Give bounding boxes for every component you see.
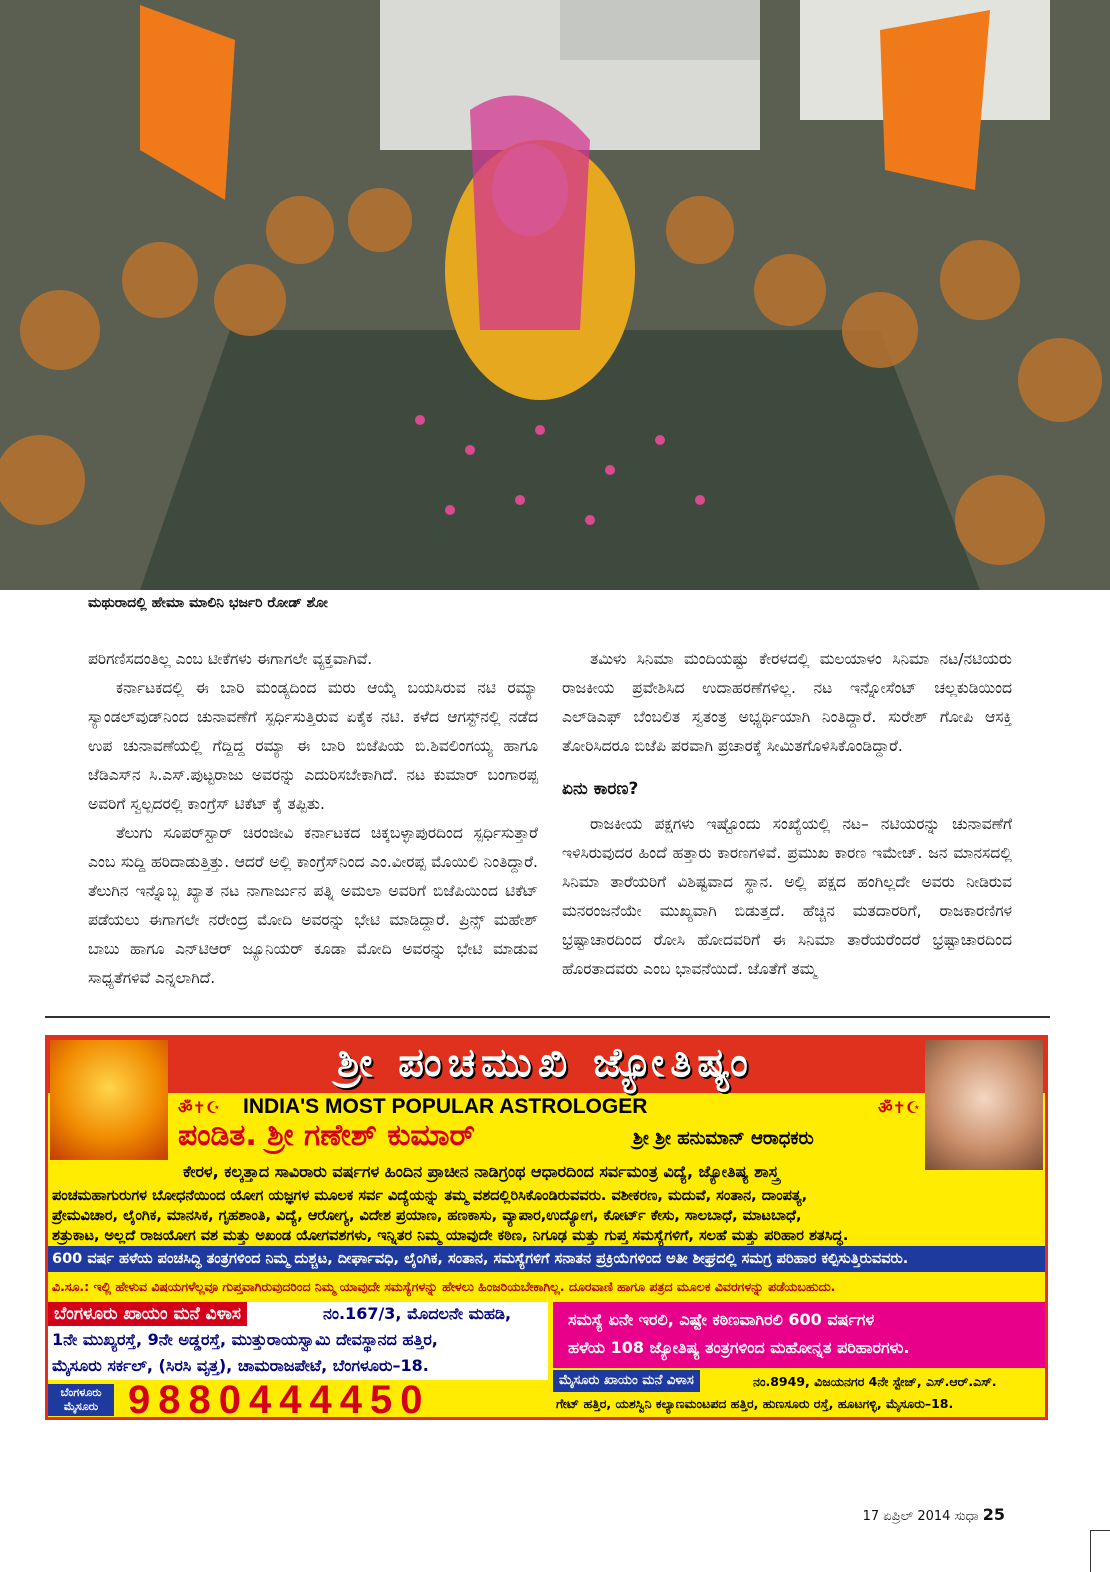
paragraph: ಪರಿಗಣಿಸದಂತಿಲ್ಲ ಎಂಬ ಟೀಕೆಗಳು ಈಗಾಗಲೇ ವ್ಯಕ್ತವಾಗಿವೆ.: [88, 650, 373, 668]
astrologer-advertisement: [45, 1035, 1048, 1420]
city-label: [48, 1384, 114, 1416]
ad-magenta-line: ಸಮಸ್ಯೆ ಏನೇ ಇರಲಿ, ಎಷ್ಟೇ ಕಠಿಣವಾಗಿರಲಿ 600 ವರ್ಷಗಳ: [568, 1310, 875, 1329]
ad-text-line: ಕೇರಳ, ಕಲ್ಕತ್ತಾದ ಸಾವಿರಾರು ವರ್ಷಗಳ ಹಿಂದಿನ ಪ್ರಾಚೀನ ನಾಡಿಗ್ರಂಥ ಆಧಾರದಿಂದ ಸರ್ವಮಂತ್ರ ವಿದ್ಯೆ, ಜ್ಯೋತಿಷ್ಯ ಶಾಸ್ತ್ರ: [183, 1162, 779, 1181]
ad-note: ವಿ.ಸೂ.: ಇಲ್ಲಿ ಹೇಳುವ ವಿಷಯಗಳೆಲ್ಲವೂ ಗುಪ್ತವಾಗಿರುವುದರಿಂದ ನಿಮ್ಮ ಯಾವುದೇ ಸಮಸ್ಯೆಗಳನ್ನು ಹೇಳಲು ಹಿಂಜರಿಯಬೇಕಾಗಿಲ್ಲ. ದೂರವಾಣಿ ಹಾಗೂ ಪತ್ರದ ಮೂಲಕ ವಿವರಗಳನ್ನು ಪಡೆಯಬಹುದು.: [52, 1279, 836, 1294]
city-label-bengaluru: ಬೆಂಗಳೂರು: [60, 1386, 102, 1399]
religious-symbols: ॐ✝☪: [178, 1098, 221, 1117]
divider: [45, 1016, 1050, 1018]
phone-number[interactable]: 9880444450: [128, 1378, 431, 1422]
ad-magenta-line: ಹಳೆಯ 108 ಜ್ಯೋತಿಷ್ಯ ತಂತ್ರಗಳಿಂದ ಮಹೋನ್ನತ ಪರಿಹಾರಗಳು.: [568, 1338, 910, 1357]
issue-date: 17 ಏಪ್ರಿಲ್ 2014: [862, 1509, 951, 1524]
magazine-name: ಸುಧಾ: [954, 1509, 979, 1524]
hanuman-image: [50, 1040, 168, 1160]
page-number: 25: [982, 1505, 1005, 1524]
article-left-column: [88, 645, 538, 993]
religious-symbols: ॐ✝☪: [878, 1098, 921, 1117]
article-right-column: [562, 645, 1012, 984]
crop-mark: [1090, 1530, 1110, 1572]
ad-text-line: ಪ್ರೇಮವಿಚಾರ, ಲೈಂಗಿಕ, ಮಾನಸಿಕ, ಗೃಹಶಾಂತಿ, ವಿದ್ಯೆ, ಆರೋಗ್ಯ, ವಿದೇಶ ಪ್ರಯಾಣ, ಹಣಕಾಸು, ವ್ಯಾಪಾರ,ಉದ್ಯೋಗ, ಕೋರ್ಟ್ ಕೇಸು, ಸಾಲಬಾಧೆ, ಮಾಟಬಾಧೆ,: [52, 1208, 802, 1224]
ad-title: ಶ್ರೀ ಪಂಚಮುಖಿ ಜ್ಯೋತಿಷ್ಯಂ: [337, 1040, 754, 1086]
mysuru-address-label: ಮೈಸೂರು ಖಾಯಂ ಮನೆ ವಿಳಾಸ: [553, 1370, 700, 1392]
photo-illustration: [0, 0, 1110, 590]
paragraph: ರಾಜಕೀಯ ಪಕ್ಷಗಳು ಇಷ್ಟೊಂದು ಸಂಖ್ಯೆಯಲ್ಲಿ ನಟ– ನಟಿಯರನ್ನು ಚುನಾವಣೆಗೆ ಇಳಿಸಿರುವುದರ ಹಿಂದೆ ಹತ್ತಾರು ಕಾರಣಗಳಿವೆ. ಪ್ರಮುಖ ಕಾರಣ ಇಮೇಜ್. ಜನ ಮಾನಸದಲ್ಲಿ ಸಿನಿಮಾ ತಾರೆಯರಿಗೆ ವಿಶಿಷ್ಟವಾದ ಸ್ಥಾನ. ಅಲ್ಲಿ ಪಕ್ಷದ ಹಂಗಿಲ್ಲದೇ ಅವರು ನೀಡಿರುವ ಮನರಂಜನೆಯೇ ಮುಖ್ಯವಾಗಿ ಬಿಡುತ್ತದೆ. ಹೆಚ್ಚಿನ ಮತದಾರರಿಗೆ, ರಾಜಕಾರಣಿಗಳ ಭ್ರಷ್ಟಾಚಾರದಿಂದ ರೋಸಿ ಹೋದವರಿಗೆ ಈ ಸಿನಿಮಾ ತಾರೆಯರೆಂದರೆ ಭ್ರಷ್ಟಾಚಾರದಿಂದ ಹೊರತಾದವರು ಎಂಬ ಭಾವನೆಯಿದೆ. ಜೊತೆಗೆ ತಮ್ಮ: [562, 815, 1012, 978]
bengaluru-address-label: ಬೆಂಗಳೂರು ಖಾಯಂ ಮನೆ ವಿಳಾಸ: [48, 1302, 247, 1326]
ad-blue-band: 600 ವರ್ಷ ಹಳೆಯ ಪಂಚಸಿದ್ಧಿ ತಂತ್ರಗಳಿಂದ ನಿಮ್ಮ ದುಶ್ಚಟ, ದೀರ್ಘಾವಧಿ, ಲೈಂಗಿಕ, ಸಂತಾನ, ಸಮಸ್ಯೆಗಳಿಗೆ ಸನಾತನ ಪ್ರಕ್ರಿಯೆಗಳಿಂದ ಅತೀ ಶೀಘ್ರದಲ್ಲಿ ಸಮಗ್ರ ಪರಿಹಾರ ಕಲ್ಪಿಸುತ್ತಿರುವವರು.: [48, 1246, 1045, 1272]
address-line: ಮೈಸೂರು ಸರ್ಕಲ್, (ಸಿರಸಿ ವೃತ್ತ), ಚಾಮರಾಜಪೇಟೆ, ಬೆಂಗಳೂರು–18.: [52, 1356, 429, 1375]
paragraph: ತಮಿಳು ಸಿನಿಮಾ ಮಂದಿಯಷ್ಟು ಕೇರಳದಲ್ಲಿ ಮಲಯಾಳಂ ಸಿನಿಮಾ ನಟ/ನಟಿಯರು ರಾಜಕೀಯ ಪ್ರವೇಶಿಸಿದ ಉದಾಹರಣೆಗಳಿಲ್ಲ. ನಟ ಇನ್ನೋಸೆಂಟ್ ಚಲ್ಲಕುಡಿಯಿಂದ ಎಲ್‌ಡಿಎಫ್ ಬೆಂಬಲಿತ ಸ್ವತಂತ್ರ ಅಭ್ಯರ್ಥಿಯಾಗಿ ನಿಂತಿದ್ದಾರೆ. ಸುರೇಶ್ ಗೋಪಿ ಆಸಕ್ತಿ ತೋರಿಸಿದರೂ ಬಿಜೆಪಿ ಪರವಾಗಿ ಪ್ರಚಾರಕ್ಕೆ ಸೀಮಿತಗೊಳಿಸಿಕೊಂಡಿದ್ದಾರೆ.: [562, 650, 1012, 755]
photo-caption: ಮಥುರಾದಲ್ಲಿ ಹೇಮಾ ಮಾಲಿನಿ ಭರ್ಜರಿ ರೋಡ್ ಶೋ: [88, 595, 328, 611]
paragraph: ಕರ್ನಾಟಕದಲ್ಲಿ ಈ ಬಾರಿ ಮಂಡ್ಯದಿಂದ ಮರು ಆಯ್ಕೆ ಬಯಸಿರುವ ನಟಿ ರಮ್ಯಾ ಸ್ಯಾಂಡಲ್‌ವುಡ್‌ನಿಂದ ಚುನಾವಣೆಗೆ ಸ್ಪರ್ಧಿಸುತ್ತಿರುವ ಏಕೈಕ ನಟಿ. ಕಳೆದ ಆಗಸ್ಟ್‌ನಲ್ಲಿ ನಡೆದ ಉಪ ಚುನಾವಣೆಯಲ್ಲಿ ಗೆದ್ದಿದ್ದ ರಮ್ಯಾ ಈ ಬಾರಿ ಬಿಜೆಪಿಯ ಬಿ.ಶಿವಲಿಂಗಯ್ಯ ಹಾಗೂ ಜೆಡಿಎಸ್‌ನ ಸಿ.ಎಸ್.ಪುಟ್ಟರಾಜು ಅವರನ್ನು ಎದುರಿಸಬೇಕಾಗಿದೆ. ನಟ ಕುಮಾರ್ ಬಂಗಾರಪ್ಪ ಅವರಿಗೆ ಸ್ವಲ್ಪದರಲ್ಲಿ ಕಾಂಗ್ರೆಸ್ ಟಿಕೆಟ್ ಕೈ ತಪ್ಪಿತು.: [88, 679, 538, 813]
ad-text-line: ಶತ್ರುಕಾಟ, ಅಲ್ಲದೆ ರಾಜಯೋಗ ವಶ ಮತ್ತು ಅಖಂಡ ಯೋಗವಶಗಳು, ಇನ್ನಿತರ ನಿಮ್ಮ ಯಾವುದೇ ಕಠಿಣ, ನಿಗೂಢ ಮತ್ತು ಗುಪ್ತ ಸಮಸ್ಯೆಗಳಿಗೆ, ಸಲಹೆ ಮತ್ತು ಪರಿಹಾರ ಶತಸಿದ್ಧ.: [52, 1228, 849, 1244]
sai-baba-image: [925, 1040, 1043, 1170]
paragraph: ತೆಲುಗು ಸೂಪರ್‌ಸ್ಟಾರ್ ಚಿರಂಜೀವಿ ಕರ್ನಾಟಕದ ಚಿಕ್ಕಬಳ್ಳಾಪುರದಿಂದ ಸ್ಪರ್ಧಿಸುತ್ತಾರೆ ಎಂಬ ಸುದ್ದಿ ಹರಿದಾಡುತ್ತಿತ್ತು. ಆದರೆ ಅಲ್ಲಿ ಕಾಂಗ್ರೆಸ್‌ನಿಂದ ಎಂ.ವೀರಪ್ಪ ಮೊಯಿಲಿ ನಿಂತಿದ್ದಾರೆ. ತೆಲುಗಿನ ಇನ್ನೊಬ್ಬ ಖ್ಯಾತ ನಟ ನಾಗಾರ್ಜುನ ಪತ್ನಿ ಅಮಲಾ ಅವರಿಗೆ ಬಿಜೆಪಿಯಿಂದ ಟಿಕೆಟ್ ಪಡೆಯಲು ಈಗಾಗಲೇ ನರೇಂದ್ರ ಮೋದಿ ಅವರನ್ನು ಭೇಟಿ ಮಾಡಿದ್ದಾರೆ. ಪ್ರಿನ್ಸ್ ಮಹೇಶ್ ಬಾಬು ಹಾಗೂ ಎನ್‌ಟಿಆರ್ ಜ್ಯೂನಿಯರ್ ಕೂಡಾ ಮೋದಿ ಅವರನ್ನು ಭೇಟಿ ಮಾಡುವ ಸಾಧ್ಯತೆಗಳಿವೆ ಎನ್ನಲಾಗಿದೆ.: [88, 824, 538, 987]
ad-text-line: ಪಂಚಮಹಾಗುರುಗಳ ಬೋಧನೆಯಿಂದ ಯೋಗ ಯಜ್ಞಗಳ ಮೂಲಕ ಸರ್ವ ವಿದ್ಯೆಯನ್ನು ತಮ್ಮ ವಶದಲ್ಲಿರಿಸಿಕೊಂಡಿರುವವರು. ವಶೀಕರಣ, ಮದುವೆ, ಸಂತಾನ, ದಾಂಪತ್ಯ,: [52, 1188, 808, 1204]
astrologer-name: ಪಂಡಿತ. ಶ್ರೀ ಗಣೇಶ್ ಕುಮಾರ್: [178, 1118, 476, 1153]
page-footer: [863, 1505, 1005, 1524]
subheading: ಏನು ಕಾರಣ?: [562, 779, 639, 799]
address-line: ನಂ.167/3, ಮೊದಲನೇ ಮಹಡಿ,: [323, 1304, 512, 1323]
city-label-mysuru: ಮೈಸೂರು: [63, 1400, 99, 1413]
address-line: 1ನೇ ಮುಖ್ಯರಸ್ತೆ, 9ನೇ ಅಡ್ಡರಸ್ತೆ, ಮುತ್ತುರಾಯಸ್ವಾಮಿ ದೇವಸ್ಥಾನದ ಹತ್ತಿರ,: [52, 1330, 438, 1349]
ad-headline: INDIA'S MOST POPULAR ASTROLOGER: [243, 1095, 648, 1118]
roadshow-photo: [0, 0, 1110, 590]
address-line: ಗೇಟ್ ಹತ್ತಿರ, ಯಶಸ್ವಿನಿ ಕಲ್ಯಾಣಮಂಟಪದ ಹತ್ತಿರ, ಹುಣಸೂರು ರಸ್ತೆ, ಹೂಟಗಳ್ಳಿ, ಮೈಸೂರು–18.: [556, 1396, 954, 1411]
devotee-tagline: ಶ್ರೀ ಶ್ರೀ ಹನುಮಾನ್ ಆರಾಧಕರು: [633, 1128, 814, 1149]
address-line: ನಂ.8949, ವಿಜಯನಗರ 4ನೇ ಸ್ಟೇಜ್, ಎಸ್.ಆರ್.ಎಸ್.: [753, 1374, 997, 1389]
